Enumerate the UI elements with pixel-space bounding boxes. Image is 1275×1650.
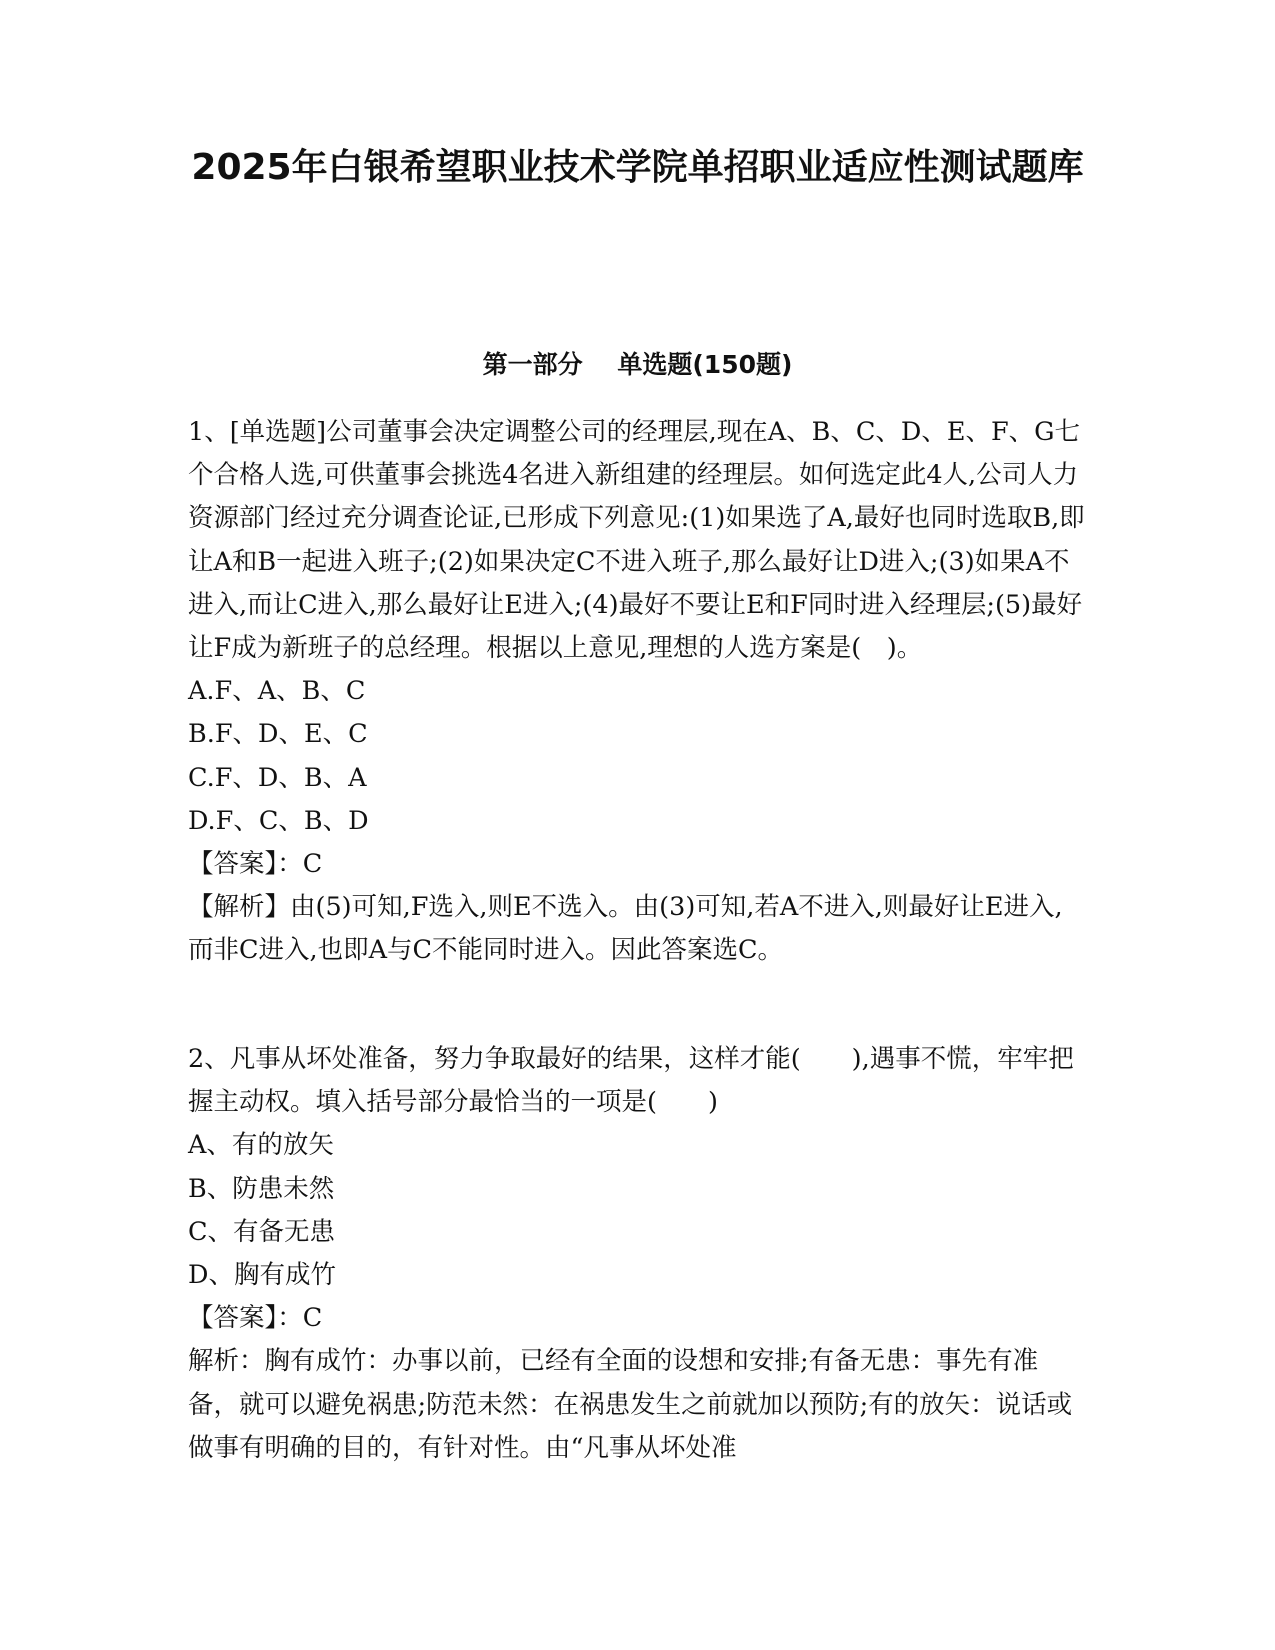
option-c: C.F、D、B、A: [188, 762, 367, 793]
answer: 【答案】：C: [188, 849, 323, 880]
option-b: B、防患未然: [188, 1173, 335, 1204]
section-heading: 第一部分 单选题(150题): [482, 350, 793, 379]
question-block: [188, 411, 1088, 973]
option-d: D.F、C、B、D: [188, 805, 369, 836]
question-stem: 1、[单选题]公司董事会决定调整公司的经理层,现在A、B、C、D、E、F、G七个合格人选,可供董事会挑选4名进入新组建的经理层。如何选定此4人,公司人力资源部门经过充分调查论证,已形成下列意见:(1)如果选了A,最好也同时选取B,即让A和B一起进入班子;(2)如果决定C不进入班子,那么最好让D进入;(3)如果A不进入,而让C进入,那么最好让E进入;(4)最好不要让E和F同时进入经理层;(5)最好让F成为新班子的总经理。根据以上意见,理想的人选方案是( )。: [188, 417, 1085, 664]
option-a: A、有的放矢: [188, 1130, 334, 1161]
analysis: 解析：胸有成竹：办事以前，已经有全面的设想和安排;有备无患：事先有准备，就可以避免祸患;防范未然：在祸患发生之前就加以预防;有的放矢：说话或做事有明确的目的，有针对性。由“凡事从坏处准: [188, 1346, 1073, 1463]
option-d: D、胸有成竹: [188, 1260, 336, 1291]
analysis: 【解析】由(5)可知,F选入,则E不选入。由(3)可知,若A不进入,则最好让E进入,而非C进入,也即A与C不能同时进入。因此答案选C。: [188, 892, 1063, 966]
question-block: [188, 1038, 1088, 1470]
option-a: A.F、A、B、C: [188, 676, 366, 707]
question-stem: 2、凡事从坏处准备，努力争取最好的结果，这样才能( ),遇事不慌，牢牢把握主动权。填入括号部分最恰当的一项是( ): [188, 1044, 1074, 1118]
option-b: B.F、D、E、C: [188, 719, 368, 750]
option-c: C、有备无患: [188, 1216, 336, 1247]
answer: 【答案】：C: [188, 1303, 323, 1334]
document-title: 2025年白银希望职业技术学院单招职业适应性测试题库: [191, 147, 1084, 188]
